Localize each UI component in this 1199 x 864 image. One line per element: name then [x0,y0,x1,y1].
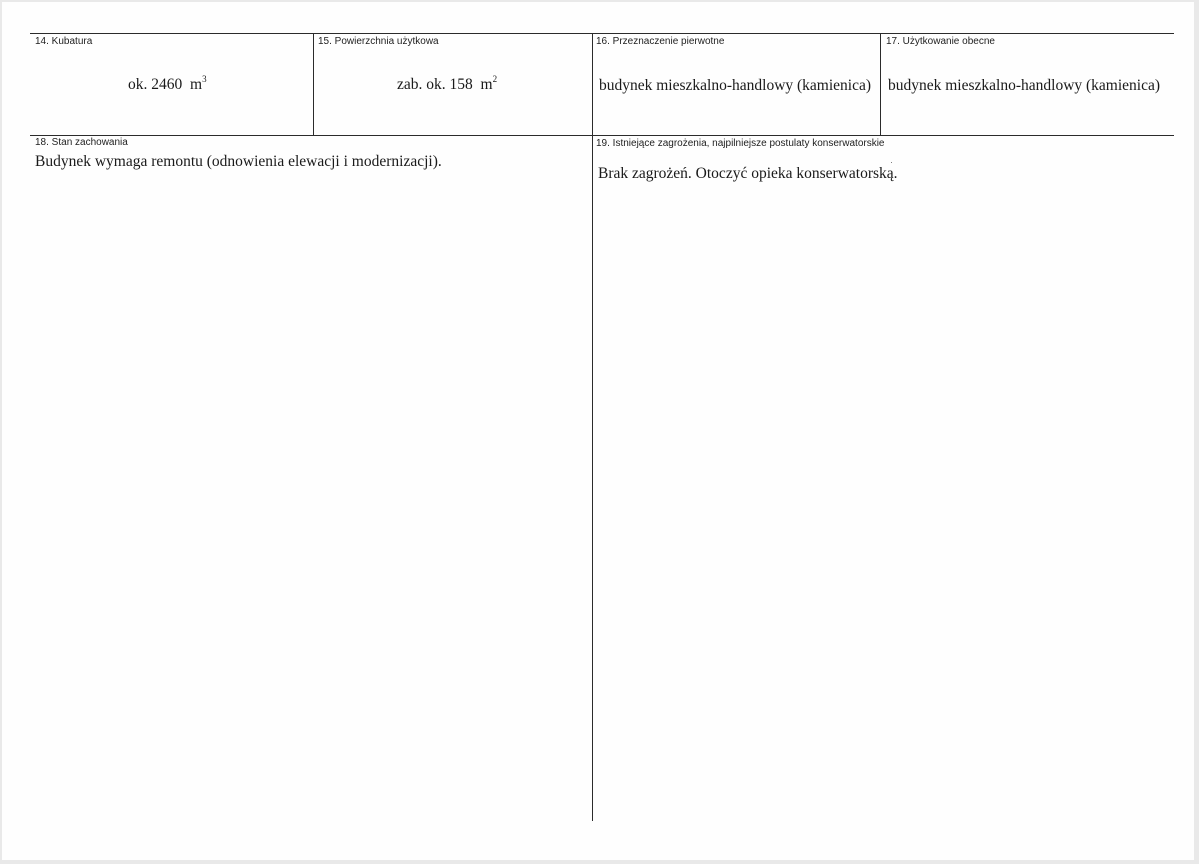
top-rule [30,33,1174,34]
field-14-value [128,76,207,94]
field-16-value: budynek mieszkalno-handlowy (kamienica) [599,77,872,94]
kubatura-number: ok. 2460 m [128,76,203,93]
form-sheet [2,2,1194,860]
field-17-label: 17. Użytkowanie obecne [886,36,995,47]
powierzchnia-number: zab. ok. 158 m [397,76,493,93]
divider-14-15 [313,33,314,136]
field-19-value: Brak zagrożeń. Otoczyć opieka konserwatorską. [598,165,898,182]
divider-15-16 [592,33,593,821]
field-14-label: 14. Kubatura [35,36,93,47]
field-18-value: Budynek wymaga remontu (odnowienia elewacji i modernizacji). [35,153,442,170]
field-15-label: 15. Powierzchnia użytkowa [318,36,439,47]
scan-speck [891,162,892,163]
field-19-label: 19. Istniejące zagrożenia, najpilniejsze postulaty konserwatorskie [596,138,885,149]
divider-16-17 [880,33,881,136]
field-18-label: 18. Stan zachowania [35,137,128,148]
kubatura-exponent: 3 [202,74,207,84]
field-17-value: budynek mieszkalno-handlowy (kamienica) [888,77,1161,94]
field-16-label: 16. Przeznaczenie pierwotne [596,36,725,47]
field-15-value [397,76,497,94]
powierzchnia-exponent: 2 [492,74,498,84]
middle-rule [30,135,1174,136]
